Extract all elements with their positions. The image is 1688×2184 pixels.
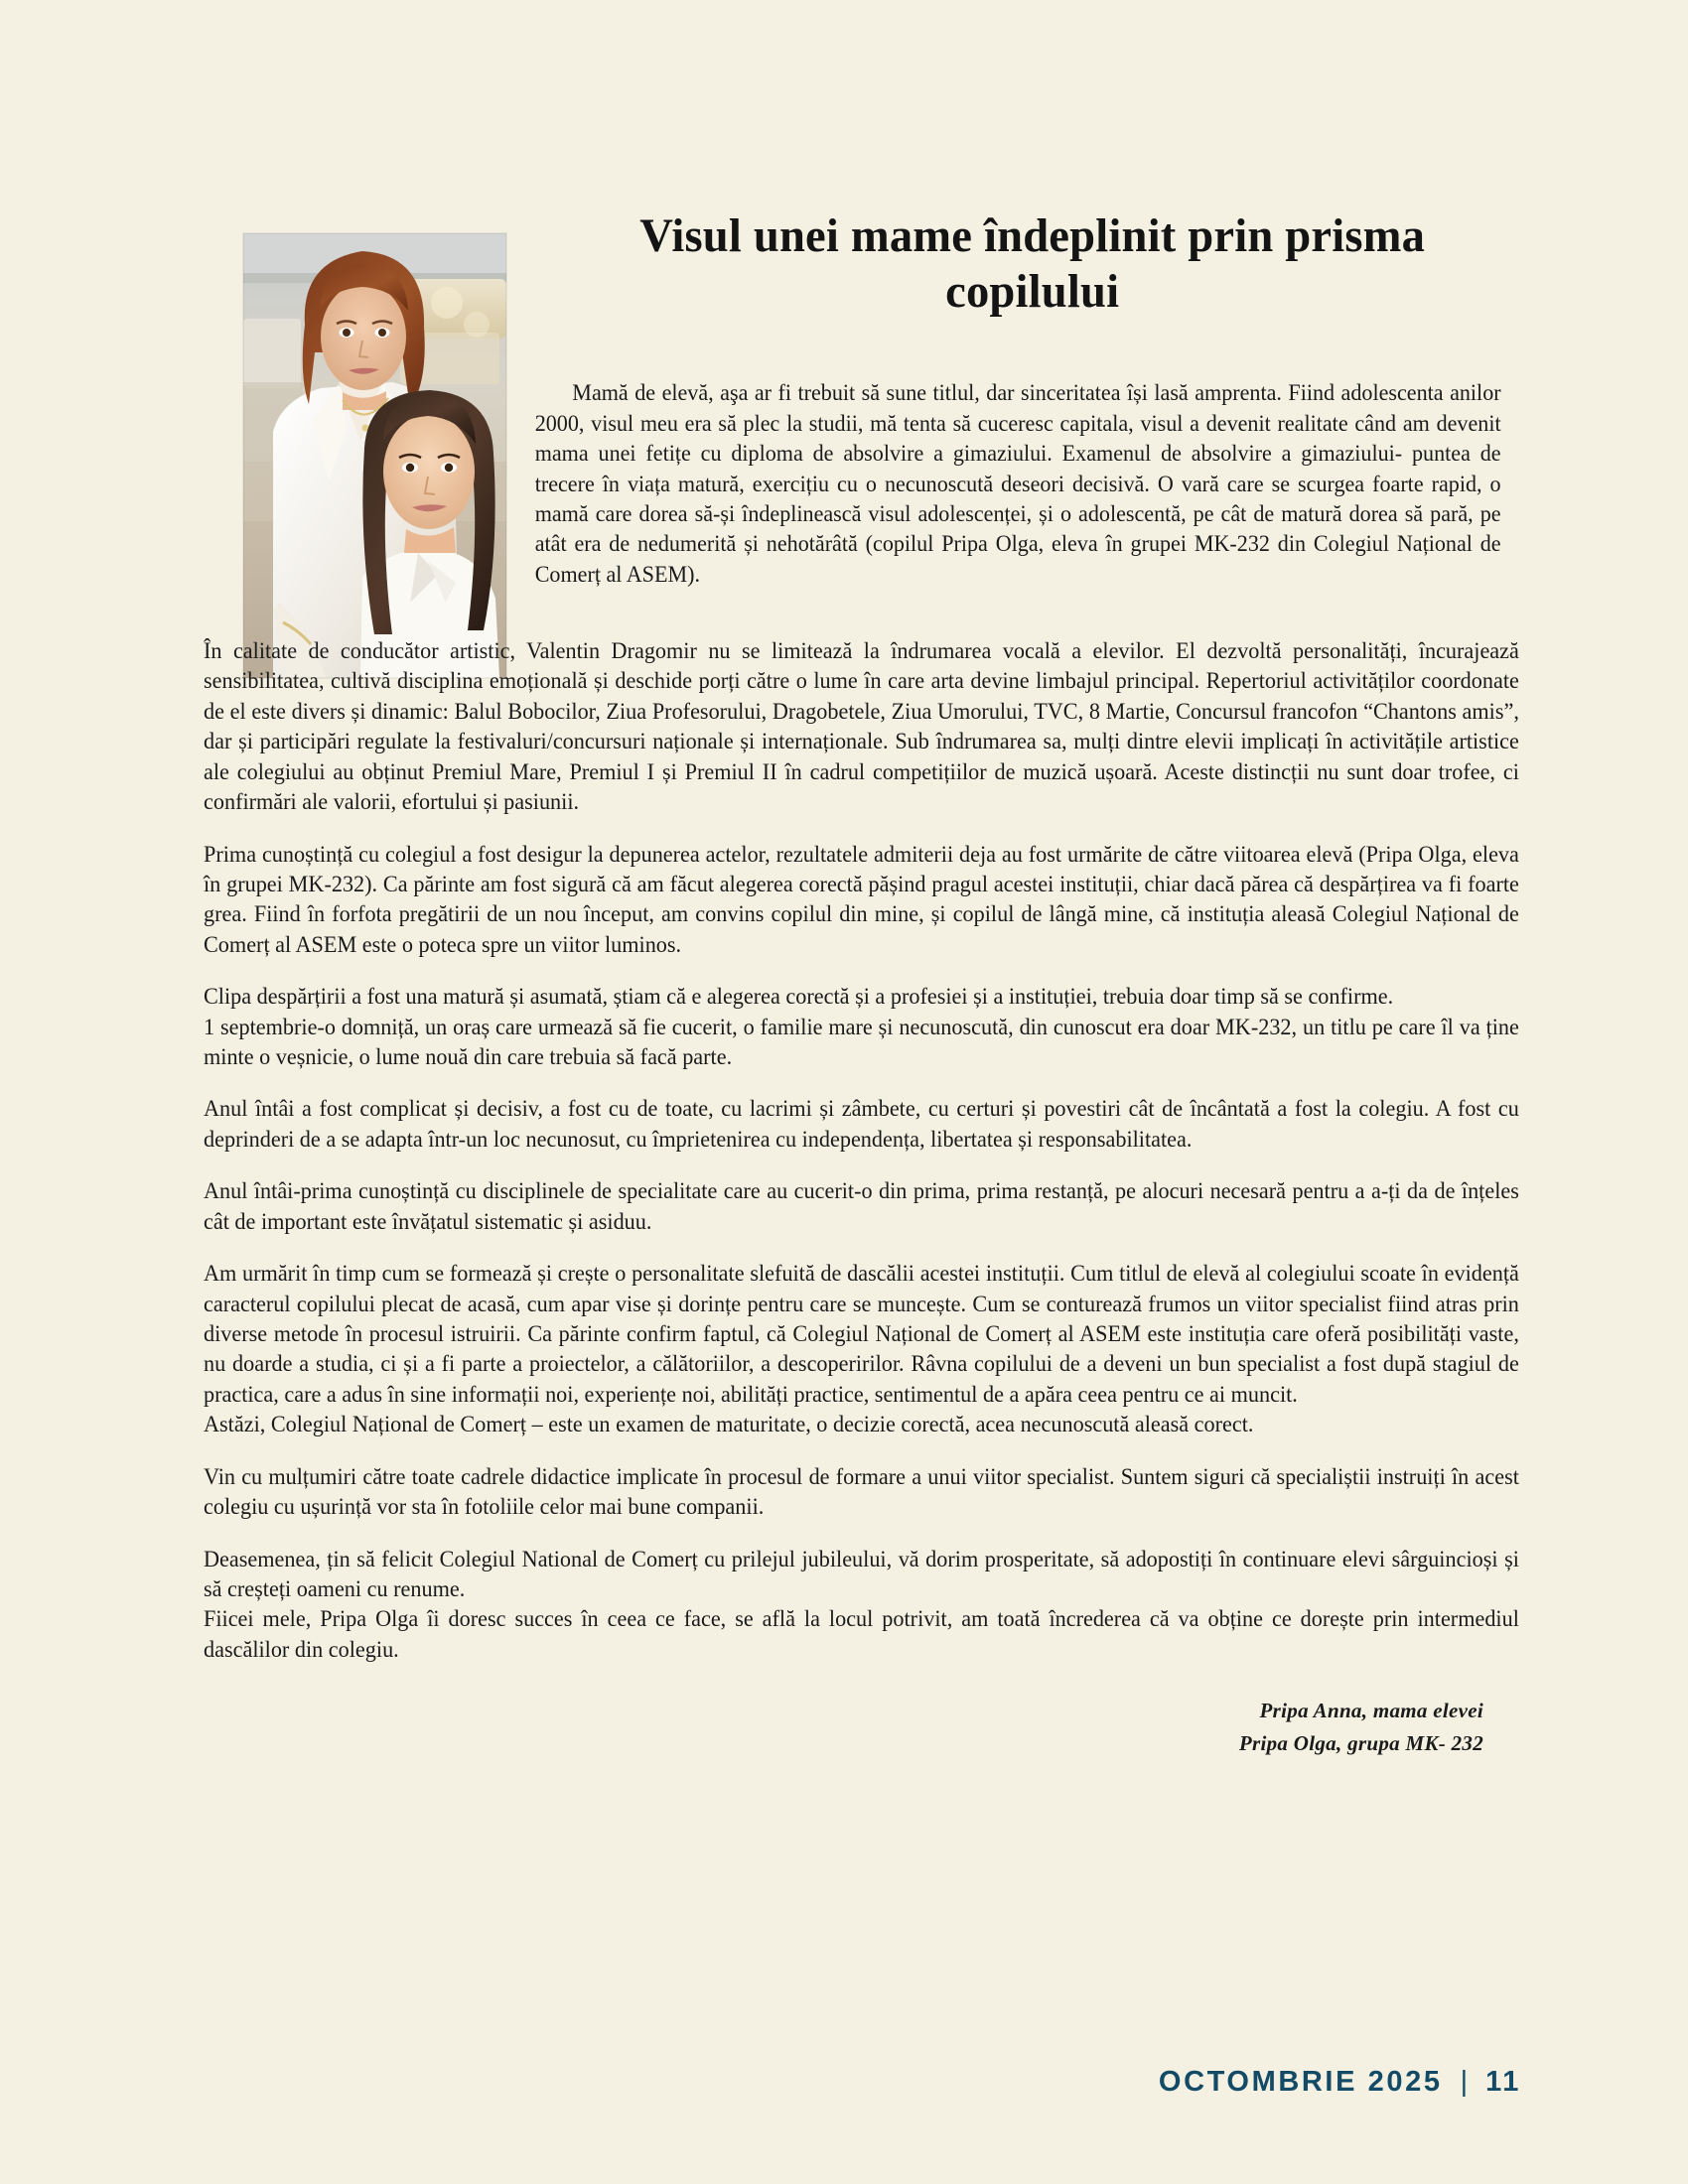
footer-page-number: 11 xyxy=(1485,2066,1521,2098)
footer-issue-label: OCTOMBRIE 2025 xyxy=(1158,2066,1443,2098)
body-paragraph: Anul întâi a fost complicat și decisiv, a fost cu de toate, cu lacrimi și zâmbete, cu certuri și povestiri cât de încântată a fost la colegiu. A fost cu deprinderi de a se adapta într-un loc necunosut, cu împrietenirea cu independența, libertatea și responsabilitatea. xyxy=(204,1096,1519,1153)
page-footer xyxy=(1159,2066,1521,2099)
body-paragraph: Astăzi, Colegiul Național de Comerț – este un examen de maturitate, o decizie corectă, acea necunoscută aleasă corect. xyxy=(204,1412,1254,1438)
article-body xyxy=(204,636,1519,1665)
body-paragraph: În calitate de conducător artistic, Valentin Dragomir nu se limitează la îndrumarea vocală a elevilor. El dezvoltă personalități, încurajează sensibilitatea, cultivă disciplina emoțională și deschide porți către o lume în care arta devine limbajul principal. Repertoriul activităților coordonate de el este divers și dinamic: Balul Bobocilor, Ziua Profesorului, Dragobetele, Ziua Umorului, TVC, 8 Martie, Concursul francofon “Chantons amis”, dar și participări regulate la festivaluri/concursuri naționale și internaționale. Sub îndrumarea sa, mulți dintre elevii implicați în activitățile artistice ale colegiului au obținut Premiul Mare, Premiul I și Premiul II în cadrul competițiilor de muzică ușoară. Aceste distincții nu sunt doar trofee, ci confirmări ale valorii, efortului și pasiunii. xyxy=(204,638,1519,816)
body-paragraph: Deasemenea, țin să felicit Colegiul National de Comerț cu prilejul jubileului, vă dorim prosperitate, să adopostiți în continuare elevi sârguincioși și să creșteți oameni cu renume. xyxy=(204,1546,1519,1602)
article-content xyxy=(204,208,1519,1759)
body-paragraph: Anul întâi-prima cunoștință cu disciplinele de specialitate care au cucerit-o din prima, prima restanță, pe alocuri necesară pentru a a-ți da de înțeles cât de important este învățatul sistematic și asiduu. xyxy=(204,1178,1519,1235)
signature-line-author: Pripa Anna, mama elevei xyxy=(1259,1699,1483,1723)
article-header xyxy=(204,208,1519,620)
body-paragraph: Am urmărit în timp cum se formează și crește o personalitate slefuită de dascălii acestei instituții. Cum titlul de elevă al colegiului scoate în evidență caracterul copilului plecat de acasă, cum apar vise și dorințe pentru care se muncește. Cum se conturează frumos un viitor specialist fiind atras prin diverse metode în procesul istruirii. Ca părinte confirm faptul, că Colegiul Național de Comerț al ASEM este instituția care oferă posibilități vaste, nu doarde a studia, ci și a fi parte a proiectelor, a călătoriilor, a descoperirilor. Râvna copilului de a deveni un bun specialist a fost după stagiul de practica, care a adus în sine informații noi, experiențe noi, abilități practice, sentimentul de a apăra ceea pentru ce ai muncit. xyxy=(204,1261,1519,1408)
body-paragraph: 1 septembrie-o domniță, un oraș care urmează să fie cucerit, o familie mare și necunoscută, din cunoscut era doar MK-232, un titlu pe care îl va ține minte o veșnicie, o lume nouă din care trebuia să facă parte. xyxy=(204,1014,1519,1071)
signature-line-student: Pripa Olga, grupa MK- 232 xyxy=(1238,1730,1483,1755)
footer-separator: | xyxy=(1460,2066,1469,2098)
lead-paragraph: Mamă de elevă, aşa ar fi trebuit să sune titlul, dar sinceritatea își lasă amprenta. Fiind adolescenta anilor 2000, visul meu era să plec la studii, mă tenta să cuceresc capitala, visul a devenit realitate când am devenit mama unei fetițe cu diploma de absolvire a gimaziului. Examenul de absolvire a gimaziului- puntea de trecere în viața matură, exercițiu cu o necunoscută deseori decisivă. O vară care se scurgea foarte rapid, o mamă care dorea să-și îndeplinească visul adolescenței, și o adolescentă, pe cât de matură dorea să pară, pe atât era de nedumerită și nehotărâtă (copilul Pripa Olga, eleva în grupei MK-232 din Colegiul Național de Comerț al ASEM). xyxy=(534,380,1501,588)
body-paragraph: Fiicei mele, Pripa Olga îi doresc succes în ceea ce face, se află la locul potrivit, am toată încrederea că va obține ce dorește prin intermediul dascălilor din colegiu. xyxy=(204,1606,1519,1663)
signature-block xyxy=(204,1695,1519,1759)
page-title: Visul unei mame îndeplinit prin prisma copilului xyxy=(639,209,1426,318)
body-paragraph: Prima cunoștință cu colegiul a fost desigur la depunerea actelor, rezultatele admiterii deja au fost urmărite de către viitoarea elevă (Pripa Olga, eleva în grupei MK-232). Ca părinte am fost sigură că am făcut alegerea corectă pășind pragul acestei instituții, chiar dacă părea că despărțirea va fi foarte grea. Fiind în forfota pregătirii de un nou început, am convins copilul din mine, și copilul de lângă mine, că instituția aleasă Colegiul Național de Comerț al ASEM este o poteca spre un viitor luminos. xyxy=(204,841,1519,958)
body-paragraph: Vin cu mulțumiri către toate cadrele didactice implicate în procesul de formare a unui viitor specialist. Suntem siguri că specialiștii instruiți în acest colegiu cu ușurință vor sta în fotoliile celor mai bune companii. xyxy=(204,1463,1519,1521)
body-paragraph: Clipa despărțirii a fost una matură și asumată, știam că e alegerea corectă și a profesiei și a instituției, trebuia doar timp să se confirme. xyxy=(204,984,1394,1011)
